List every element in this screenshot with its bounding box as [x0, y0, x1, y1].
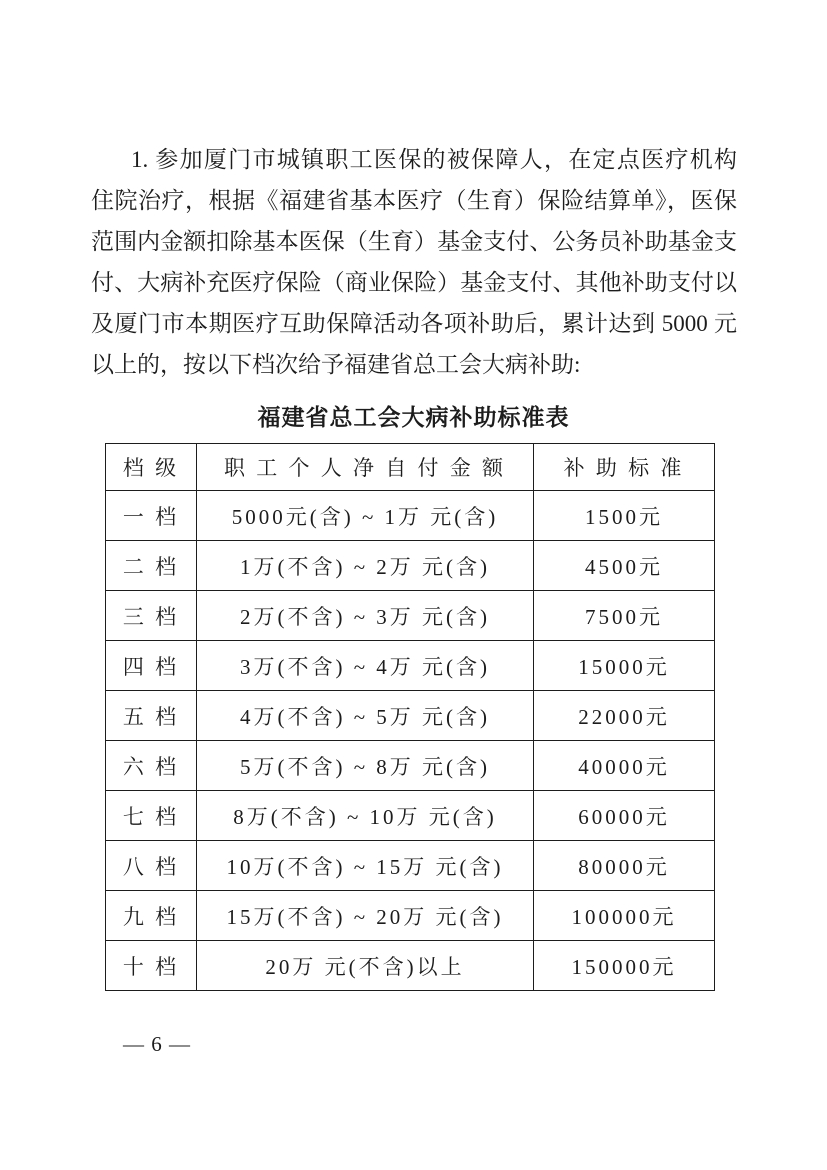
range-cell: 2万(不含) ~ 3万 元(含) [197, 591, 534, 641]
table-row [106, 641, 715, 691]
table-row [106, 941, 715, 991]
tier-cell: 六 档 [106, 741, 197, 791]
table-row [106, 841, 715, 891]
tier-cell: 五 档 [106, 691, 197, 741]
paragraph-line: 住院治疗，根据《福建省基本医疗（生育）保险结算单》，医保 [91, 188, 737, 213]
table-row [106, 791, 715, 841]
paragraph-line: 及厦门市本期医疗互助保障活动各项补助后，累计达到 5000 元 [91, 311, 737, 336]
page-number: — 6 — [123, 1032, 191, 1056]
table-row [106, 491, 715, 541]
column-header-subsidy-standard: 补 助 标 准 [534, 444, 715, 491]
tier-cell: 三 档 [106, 591, 197, 641]
subsidy-cell: 22000元 [534, 691, 715, 741]
tier-cell: 四 档 [106, 641, 197, 691]
subsidy-cell: 15000元 [534, 641, 715, 691]
range-cell: 5万(不含) ~ 8万 元(含) [197, 741, 534, 791]
table-header-row [106, 444, 715, 491]
range-cell: 10万(不含) ~ 15万 元(含) [197, 841, 534, 891]
table-title: 福建省总工会大病补助标准表 [257, 405, 570, 430]
paragraph-line: 1. 参加厦门市城镇职工医保的被保障人，在定点医疗机构 [131, 147, 737, 172]
subsidy-cell: 1500元 [534, 491, 715, 541]
tier-cell: 七 档 [106, 791, 197, 841]
table-row [106, 541, 715, 591]
subsidy-cell: 40000元 [534, 741, 715, 791]
subsidy-cell: 4500元 [534, 541, 715, 591]
range-cell: 4万(不含) ~ 5万 元(含) [197, 691, 534, 741]
tier-cell: 一 档 [106, 491, 197, 541]
paragraph-line: 范围内金额扣除基本医保（生育）基金支付、公务员补助基金支 [91, 229, 737, 254]
range-cell: 5000元(含) ~ 1万 元(含) [197, 491, 534, 541]
subsidy-standards-table [105, 443, 715, 991]
tier-cell: 十 档 [106, 941, 197, 991]
range-cell: 1万(不含) ~ 2万 元(含) [197, 541, 534, 591]
range-cell: 8万(不含) ~ 10万 元(含) [197, 791, 534, 841]
body-paragraph [91, 139, 737, 385]
range-cell: 15万(不含) ~ 20万 元(含) [197, 891, 534, 941]
tier-cell: 二 档 [106, 541, 197, 591]
table-row [106, 741, 715, 791]
table-row [106, 891, 715, 941]
paragraph-line: 以上的，按以下档次给予福建省总工会大病补助: [91, 352, 581, 377]
tier-cell: 八 档 [106, 841, 197, 891]
column-header-tier: 档 级 [106, 444, 197, 491]
tier-cell: 九 档 [106, 891, 197, 941]
subsidy-cell: 7500元 [534, 591, 715, 641]
table-row [106, 691, 715, 741]
subsidy-cell: 100000元 [534, 891, 715, 941]
range-cell: 20万 元(不含)以上 [197, 941, 534, 991]
table-row [106, 591, 715, 641]
subsidy-cell: 150000元 [534, 941, 715, 991]
column-header-self-paid-amount: 职 工 个 人 净 自 付 金 额 [197, 444, 534, 491]
subsidy-cell: 80000元 [534, 841, 715, 891]
subsidy-cell: 60000元 [534, 791, 715, 841]
paragraph-line: 付、大病补充医疗保险（商业保险）基金支付、其他补助支付以 [91, 270, 737, 295]
range-cell: 3万(不含) ~ 4万 元(含) [197, 641, 534, 691]
